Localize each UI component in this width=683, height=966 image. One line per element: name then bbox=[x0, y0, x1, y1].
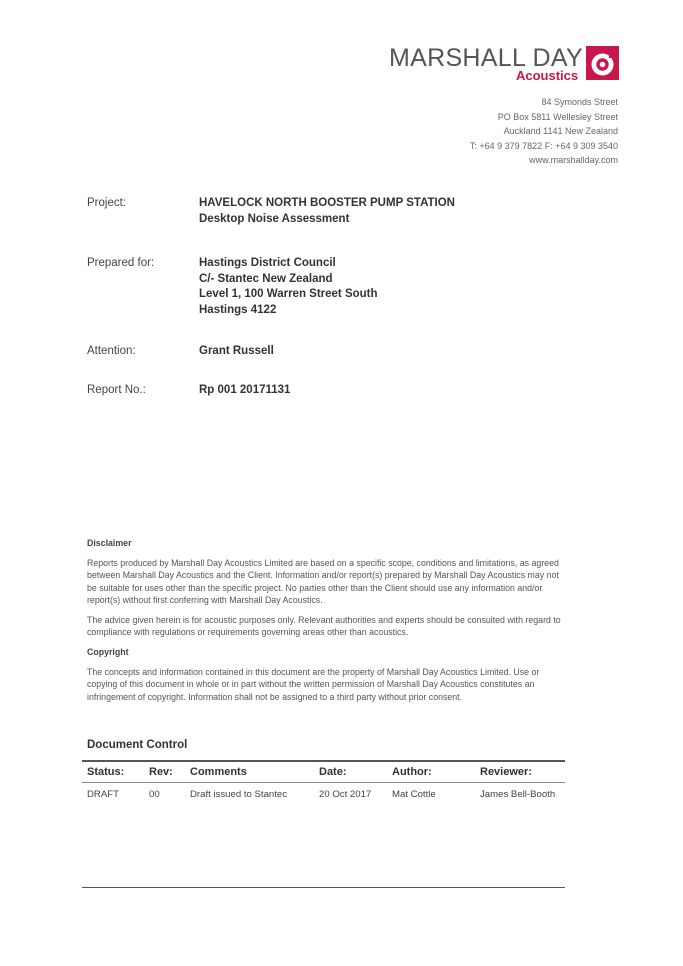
report-number-label: Report No.: bbox=[87, 384, 146, 396]
column-header-rev: Rev: bbox=[149, 766, 173, 778]
column-header-reviewer: Reviewer: bbox=[480, 766, 532, 778]
client-city: Hastings 4122 bbox=[199, 303, 277, 316]
address-line: 84 Symonds Street bbox=[541, 97, 618, 107]
table-top-rule bbox=[82, 760, 565, 762]
cell-reviewer: James Bell-Booth bbox=[480, 789, 556, 800]
client-care-of: C/- Stantec New Zealand bbox=[199, 272, 333, 285]
disclaimer-heading: Disclaimer bbox=[87, 538, 132, 548]
prepared-for-value bbox=[199, 256, 378, 318]
attention-value: Grant Russell bbox=[199, 345, 274, 357]
column-header-author: Author: bbox=[392, 766, 432, 778]
column-header-status: Status: bbox=[87, 766, 125, 778]
company-address bbox=[470, 95, 618, 168]
cell-date: 20 Oct 2017 bbox=[319, 789, 372, 800]
table-header-rule bbox=[82, 782, 565, 783]
report-number-value: Rp 001 20171131 bbox=[199, 384, 291, 396]
company-logo-text: MARSHALL DAY bbox=[389, 44, 583, 72]
project-value bbox=[199, 196, 455, 227]
cell-status: DRAFT bbox=[87, 789, 119, 800]
address-phone: T: +64 9 379 7822 F: +64 9 309 3540 bbox=[469, 140, 618, 151]
address-line: PO Box 5811 Wellesley Street bbox=[497, 111, 618, 122]
disclaimer-paragraph-advice: The advice given herein is for acoustic purposes only. Relevant authorities and experts should be consulted with regard to compliance with regulations or requirements governing areas other than acoustics. bbox=[87, 615, 561, 638]
project-description: Desktop Noise Assessment bbox=[199, 212, 350, 225]
address-website: www.marshallday.com bbox=[529, 155, 618, 165]
marshall-day-logo-icon bbox=[586, 46, 619, 80]
client-address: Level 1, 100 Warren Street South bbox=[199, 288, 378, 300]
disclaimer-paragraph: Reports produced by Marshall Day Acoustics Limited are based on a specific scope, conditions and limitations, as agreed between Marshall Day Acoustics and the Client. Information and/or report(s) prepared by Marshall Day Acoustics may not be suitable for uses other than the specific project. No parties other than the Client should use any information and/or report(s) without first conferring with Marshall Day Acoustics. bbox=[87, 558, 559, 605]
copyright-paragraph: The concepts and information contained in this document are the property of Marshall Day Acoustics Limited. Use or copying of this document in whole or in part without the written permission of Marshall Day Acoustics constitutes an infringement of copyright. Information shall not be assigned to a third party without prior consent. bbox=[87, 667, 540, 702]
column-header-comments: Comments bbox=[190, 766, 247, 778]
cell-author: Mat Cottle bbox=[392, 789, 436, 800]
attention-label: Attention: bbox=[87, 345, 136, 357]
company-logo-subtext: Acoustics bbox=[516, 68, 579, 83]
address-line: Auckland 1141 New Zealand bbox=[503, 126, 618, 136]
document-control-title: Document Control bbox=[87, 739, 188, 751]
cell-rev: 00 bbox=[149, 789, 160, 800]
table-bottom-rule bbox=[82, 887, 565, 888]
project-label: Project: bbox=[87, 197, 126, 209]
cell-comments: Draft issued to Stantec bbox=[190, 789, 288, 800]
project-name: HAVELOCK NORTH BOOSTER PUMP STATION bbox=[199, 197, 455, 209]
column-header-date: Date: bbox=[319, 766, 347, 778]
copyright-heading: Copyright bbox=[87, 647, 129, 657]
client-name: Hastings District Council bbox=[199, 257, 336, 269]
prepared-for-label: Prepared for: bbox=[87, 257, 155, 269]
